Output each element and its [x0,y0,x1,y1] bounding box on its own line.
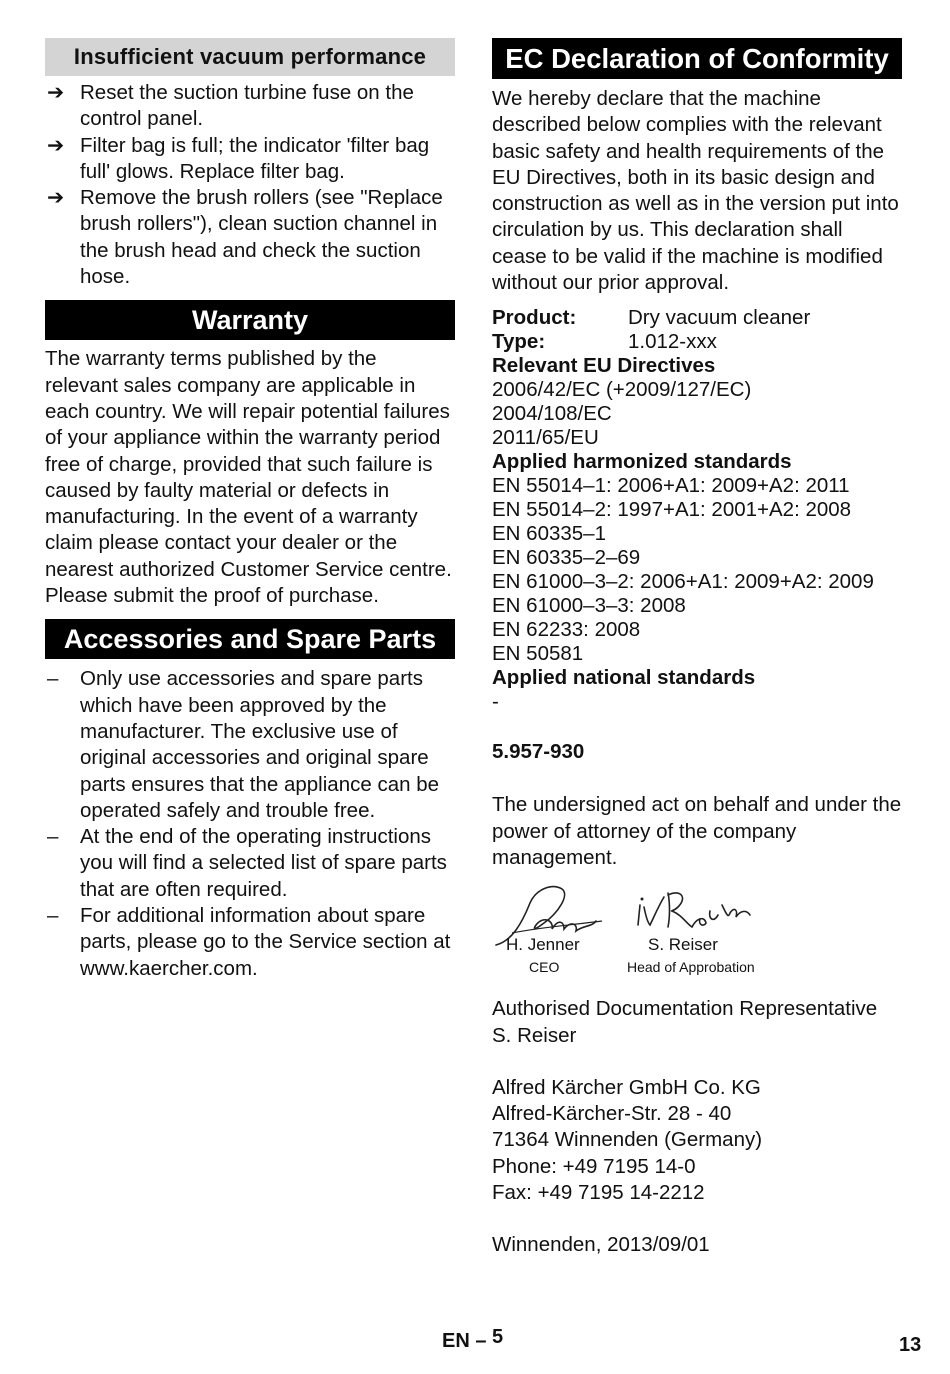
signer2-name: S. Reiser [648,935,718,955]
vacuum-remedy-list [45,80,455,290]
heading-insufficient-vacuum: Insufficient vacuum performance [45,38,455,76]
address-line: Phone: +49 7195 14-0 [492,1154,696,1178]
directive-line: 2011/65/EU [492,426,599,450]
dash-bullet: – [47,667,59,691]
standard-line: EN 61000–3–3: 2008 [492,594,686,618]
arrow-right-icon: ➔ [47,186,65,210]
list-item: – Only use accessories and spare parts which have been approved by the manufacturer. The exclusive use of original accessories and original spare parts ensures that the appliance can be operated safely and trouble free. [47,667,439,822]
arrow-right-icon: ➔ [47,81,65,104]
right-column [492,38,902,1259]
heading-ec-declaration: EC Declaration of Conformity [492,38,902,79]
standard-line: EN 55014–2: 1997+A1: 2001+A2: 2008 [492,498,852,522]
product-label: Product: [492,306,577,330]
signer2-role: Head of Approbation [627,959,755,976]
declaration-intro: We hereby declare that the machine described below complies with the relevant basic safety and health requirements of the EU Directives, both in its basic design and construction as well as in the version put into circulation by us. This declaration shall cease to be valid if the machine is modified without our prior approval. [492,87,899,295]
list-item: ➔ Filter bag is full; the indicator 'filter bag full' glows. Replace filter bag. [47,133,430,183]
product-value: Dry vacuum cleaner [628,306,811,330]
signer1-role: CEO [529,959,560,976]
product-row [492,306,902,330]
footer-lang: EN [442,1330,470,1352]
place-date: Winnenden, 2013/09/01 [492,1233,710,1257]
address-line: Alfred Kärcher GmbH Co. KG [492,1075,761,1099]
declaration-specs [492,306,902,764]
type-row [492,330,902,354]
standard-line: EN 50581 [492,642,584,666]
accessories-list [45,666,455,982]
directives-heading: Relevant EU Directives [492,354,716,378]
national-value: - [492,690,499,714]
arrow-right-icon: ➔ [47,133,65,157]
signature-block [492,883,902,988]
heading-accessories: Accessories and Spare Parts [45,619,455,659]
type-label: Type: [492,330,546,354]
directive-line: 2006/42/EC (+2009/127/EC) [492,378,752,402]
standard-line: EN 60335–2–69 [492,546,641,570]
list-item: – At the end of the operating instructions you will find a selected list of spare parts that are often required. [47,825,447,901]
footer-page-number: 13 [899,1334,922,1356]
heading-warranty: Warranty [45,300,455,340]
signer1-name: H. Jenner [506,935,580,955]
dash-bullet: – [47,825,59,849]
representative-line: Authorised Documentation Representative [492,997,878,1021]
undersigned-text: The undersigned act on behalf and under the power of attorney of the company management. [492,793,902,869]
standard-line: EN 60335–1 [492,522,606,546]
dash-bullet: – [47,904,59,928]
standard-line: EN 62233: 2008 [492,618,641,642]
document-number: 5.957-930 [492,740,585,764]
list-item: – For additional information about spare parts, please go to the Service section at www.kaercher.com. [47,904,451,980]
left-column [45,38,455,982]
footer-section-number: 5 [492,1326,504,1348]
type-value: 1.012-xxx [628,330,717,354]
address-line: Fax: +49 7195 14-2212 [492,1181,705,1205]
address-line: Alfred-Kärcher-Str. 28 - 40 [492,1102,732,1126]
address-line: 71364 Winnenden (Germany) [492,1128,763,1152]
list-item: ➔ Reset the suction turbine fuse on the control panel. [47,81,414,131]
warranty-text: The warranty terms published by the relevant sales company are applicable in each country. We will repair potential failures of your appliance within the warranty period free of charge, provided that such failure is caused by faulty material or defects in manufacturing. In the event of a warranty claim please contact your dealer or the nearest authorized Customer Service centre. Please submit the proof of purchase. [45,347,452,608]
list-item: ➔ Remove the brush rollers (see "Replace brush rollers"), clean suction channel in the brush head and check the suction hose. [47,186,443,289]
directive-line: 2004/108/EC [492,402,612,426]
harmonized-heading: Applied harmonized standards [492,450,792,474]
footer-dash: – [475,1330,487,1352]
standard-line: EN 61000–3–2: 2006+A1: 2009+A2: 2009 [492,570,874,594]
representative-name: S. Reiser [492,1023,577,1047]
national-heading: Applied national standards [492,666,756,690]
standard-line: EN 55014–1: 2006+A1: 2009+A2: 2011 [492,474,850,498]
footer-section-page [442,1326,504,1353]
